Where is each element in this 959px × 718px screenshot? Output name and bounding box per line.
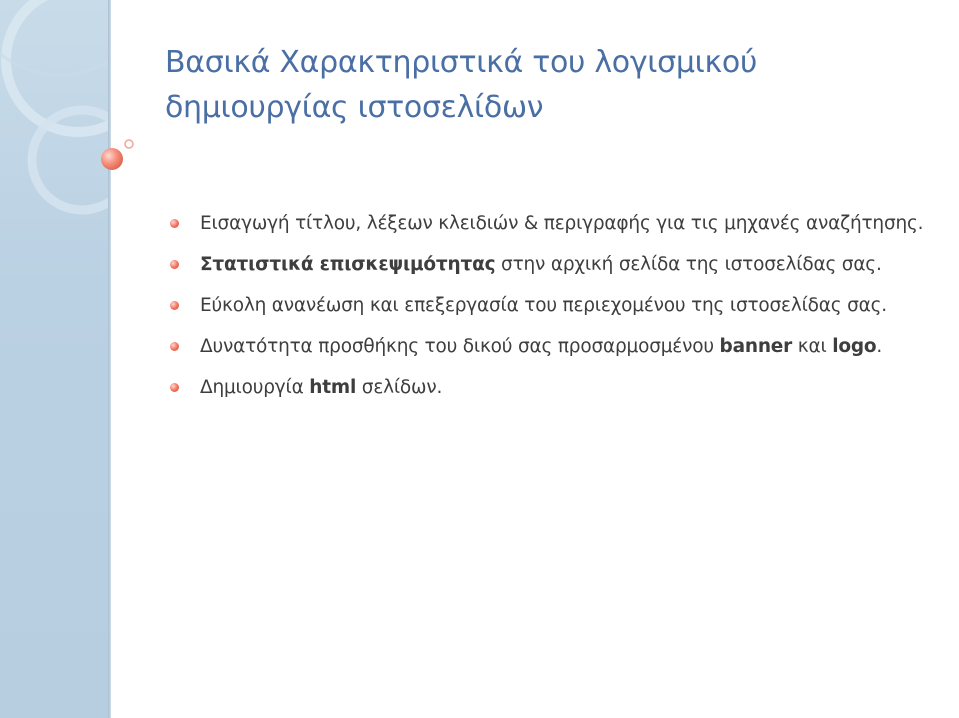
bullet-text: και bbox=[792, 336, 833, 357]
bullet-text-bold: banner bbox=[719, 336, 793, 357]
bullet-list bbox=[170, 203, 935, 408]
coral-dot-icon bbox=[170, 383, 179, 392]
bullet-item bbox=[170, 285, 935, 326]
bullet-text-bold: Στατιστικά επισκεψιμότητας bbox=[200, 254, 496, 275]
bullet-text-bold: logo bbox=[832, 336, 877, 357]
bullet-text: στην αρχική σελίδα της ιστοσελίδας σας. bbox=[495, 254, 882, 275]
bullet-item bbox=[170, 326, 935, 367]
bullet-item bbox=[170, 203, 935, 244]
bullet-text: Εισαγωγή τίτλου, λέξεων κλειδιών & περιγραφής για τις μηχανές αναζήτησης. bbox=[200, 213, 924, 234]
coral-dot-icon bbox=[170, 260, 179, 269]
bullet-text: Δυνατότητα προσθήκης του δικού σας προσαρμοσμένου bbox=[200, 336, 720, 357]
coral-dot-icon bbox=[170, 342, 179, 351]
bullet-text-bold: html bbox=[309, 377, 357, 398]
slide-title: Βασικά Χαρακτηριστικά του λογισμικού δημιουργίας ιστοσελίδων bbox=[165, 45, 757, 125]
bullet-text: Εύκολη ανανέωση και επεξεργασία του περιεχομένου της ιστοσελίδας σας. bbox=[200, 295, 887, 316]
side-panel-edge bbox=[108, 0, 111, 718]
coral-dot-icon bbox=[170, 301, 179, 310]
bullet-item bbox=[170, 244, 935, 285]
bullet-text: . bbox=[876, 336, 883, 357]
ring-decoration-icon bbox=[0, 0, 111, 718]
coral-dot-icon bbox=[170, 219, 179, 228]
accent-dot-icon bbox=[95, 130, 140, 175]
bullet-item bbox=[170, 367, 935, 408]
bullet-text: σελίδων. bbox=[356, 377, 443, 398]
side-panel bbox=[0, 0, 111, 718]
bullet-text: Δημιουργία bbox=[200, 377, 310, 398]
